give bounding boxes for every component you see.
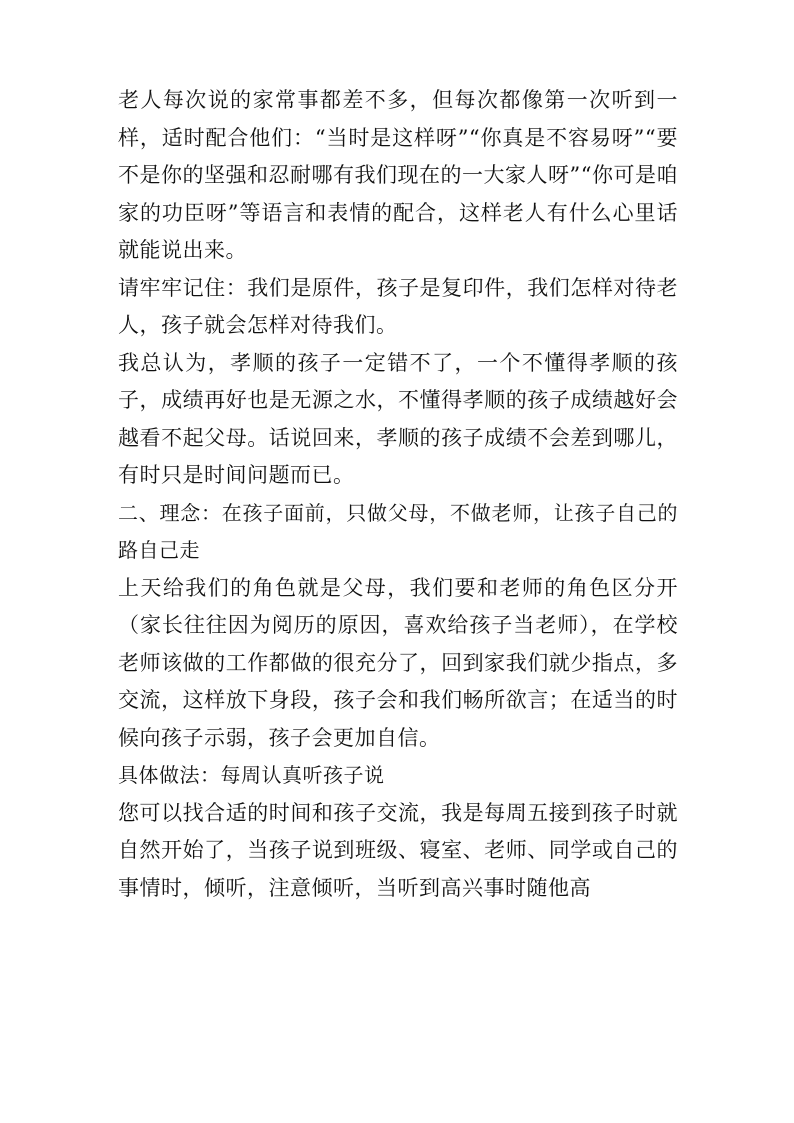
paragraph-weekly-listening: 您可以找合适的时间和孩子交流，我是每周五接到孩子时就自然开始了，当孩子说到班级、寝室、老师、同学或自己的事情时，倾听，注意倾听，当听到高兴事时随他高 (118, 800, 678, 900)
paragraph-elderly-conversation: 老人每次说的家常事都差不多，但每次都像第一次听到一样，适时配合他们：“当时是这样呀”“你真是不容易呀”“要不是你的坚强和忍耐哪有我们现在的一大家人呀”“你可是咱家的功臣呀”等语言和表情的配合，这样老人有什么心里话就能说出来。 (118, 88, 678, 262)
paragraph-remember: 请牢牢记住：我们是原件，孩子是复印件，我们怎样对待老人，孩子就会怎样对待我们。 (118, 275, 678, 337)
section-heading-concept: 二、理念：在孩子面前，只做父母，不做老师，让孩子自己的路自己走 (118, 500, 678, 562)
document-body (118, 82, 678, 907)
subheading-method: 具体做法：每周认真听孩子说 (118, 763, 385, 787)
paragraph-parent-role: 上天给我们的角色就是父母，我们要和老师的角色区分开（家长往往因为阅历的原因，喜欢给孩子当老师），在学校老师该做的工作都做的很充分了，回到家我们就少指点，多交流，这样放下身段，孩子会和我们畅所欲言；在适当的时候向孩子示弱，孩子会更加自信。 (118, 575, 678, 750)
paragraph-filial-piety: 我总认为，孝顺的孩子一定错不了，一个不懂得孝顺的孩子，成绩再好也是无源之水，不懂得孝顺的孩子成绩越好会越看不起父母。话说回来，孝顺的孩子成绩不会差到哪儿，有时只是时间问题而已。 (118, 350, 678, 487)
